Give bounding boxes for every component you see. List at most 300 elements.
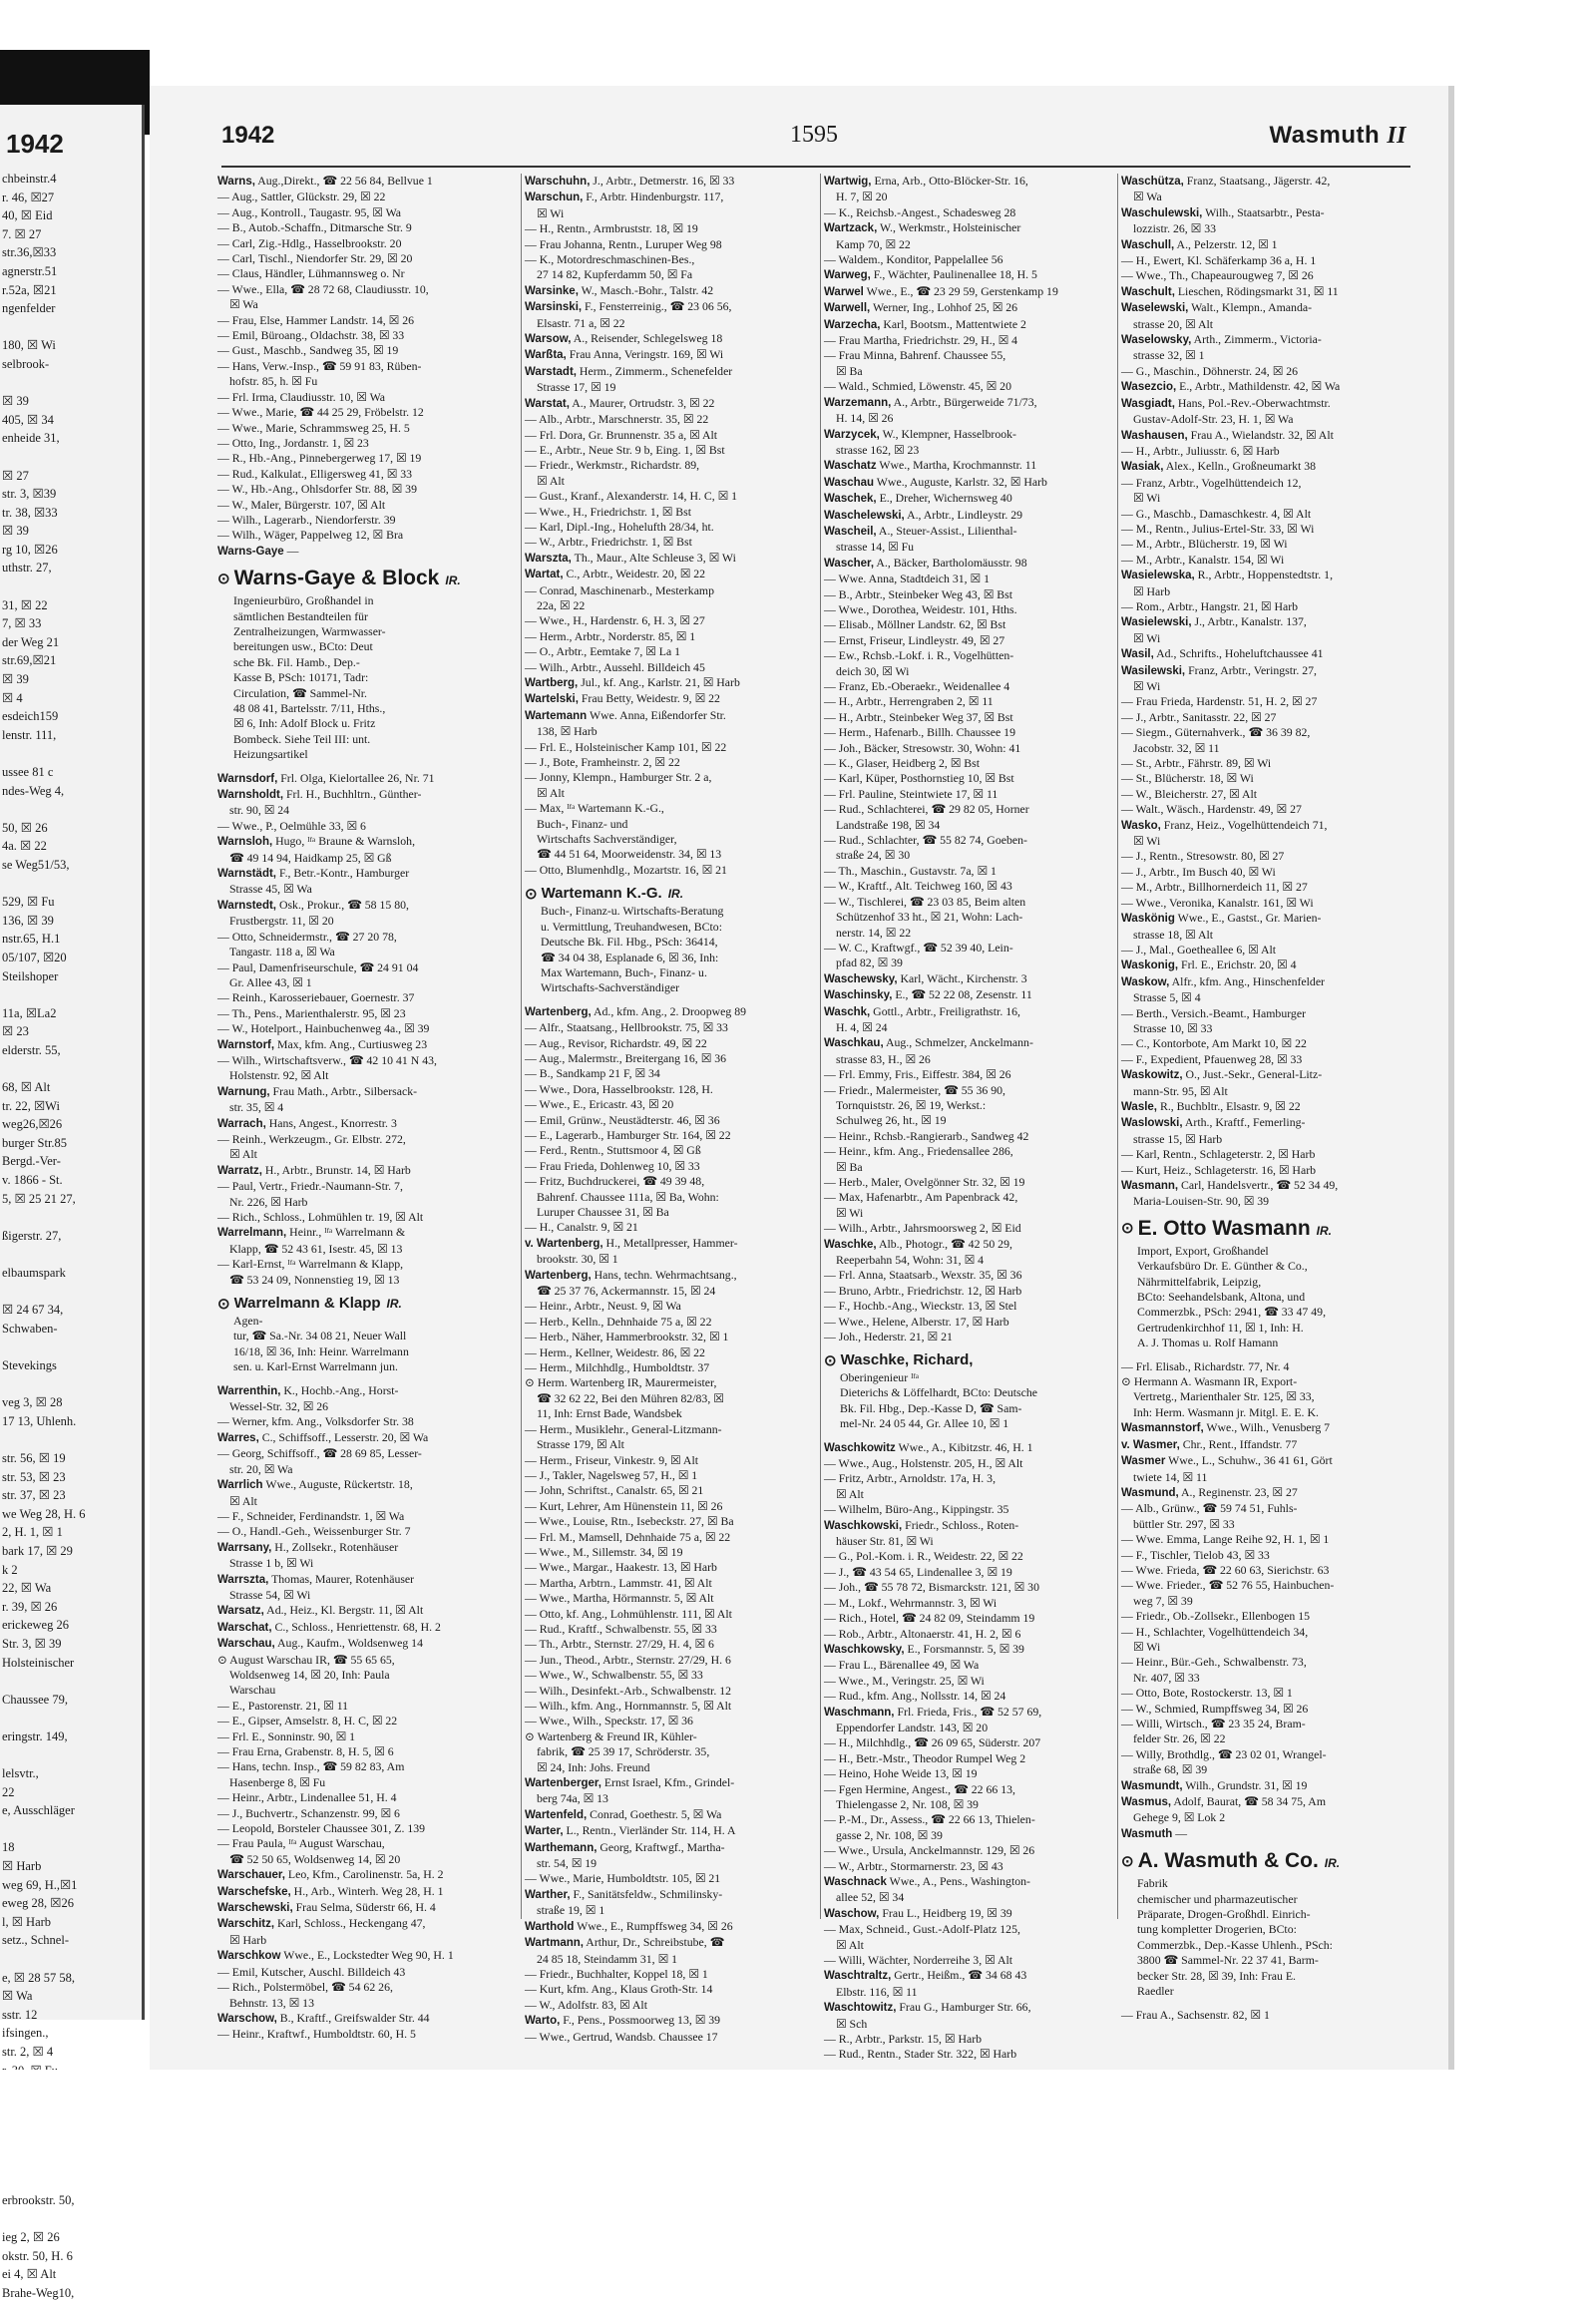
entry-surname: Wasiak, bbox=[1121, 461, 1164, 474]
entry-details: — J., Mal., Goetheallee 6, ☒ Alt bbox=[1121, 942, 1277, 957]
entry-details: — E., Lagerarb., Hamburger Str. 164, ☒ 22 bbox=[525, 1127, 731, 1142]
entry-details: — Joh., ☎ 55 78 72, Bismarckstr. 121, ☒ 30 bbox=[824, 1580, 1039, 1595]
directory-entry bbox=[217, 205, 509, 220]
firm-description-line: Commerzbk., Dep.-Kasse Uhlenh., PSch: bbox=[1137, 1937, 1333, 1952]
entry-details: — Jun., Theod., Arbtr., Sternstr. 27/29, H. 6 bbox=[525, 1652, 731, 1667]
directory-entry bbox=[1121, 974, 1412, 990]
entry-continuation bbox=[525, 1190, 816, 1205]
entry-continuation bbox=[217, 945, 509, 959]
directory-entry bbox=[525, 458, 816, 473]
entry-surname: Waschinsky, bbox=[824, 989, 893, 1002]
entry-details: — Wilh., Arbtr., Aussehl. Billdeich 45 bbox=[525, 659, 705, 674]
directory-entry bbox=[824, 1175, 1115, 1190]
directory-entry bbox=[217, 528, 509, 543]
entry-details: fabrik, ☎ 25 39 17, Schröderstr. 35, bbox=[537, 1744, 710, 1759]
entry-surname: Waslowski, bbox=[1121, 1117, 1183, 1130]
entry-details: — Th., Maschin., Gustavstr. 7a, ☒ 1 bbox=[824, 863, 997, 878]
entry-surname: Warthold bbox=[525, 1920, 575, 1933]
entry-details: — St., Blücherstr. 18, ☒ Wi bbox=[1121, 771, 1254, 786]
directory-entry bbox=[824, 895, 1115, 910]
entry-details: Osk., Prokur., ☎ 58 15 80, bbox=[276, 897, 409, 912]
entry-continuation bbox=[824, 1206, 1115, 1221]
entry-details: Gr. Allee 43, ☒ 1 bbox=[229, 974, 312, 989]
directory-entry bbox=[217, 343, 509, 358]
previous-page-line bbox=[0, 1950, 142, 1969]
entry-details: A., Reginenstr. 23, ☒ 27 bbox=[1178, 1484, 1298, 1499]
entry-continuation bbox=[217, 1147, 509, 1162]
entry-details: — K., Glaser, Heidberg 2, ☒ Bst bbox=[824, 756, 981, 771]
entry-details: — Alb., Arbtr., Marschnerstr. 35, ☒ 22 bbox=[525, 412, 709, 427]
directory-entry bbox=[824, 1953, 1115, 1968]
directory-entry bbox=[824, 205, 1115, 220]
entry-surname: Waschkowitz bbox=[824, 1441, 896, 1454]
directory-entry bbox=[217, 898, 509, 914]
entry-continuation bbox=[217, 1462, 509, 1477]
entry-details: — Friedr., Malermeister, ☎ 55 36 90, bbox=[824, 1082, 1005, 1097]
entry-surname: Warsatz, bbox=[217, 1605, 264, 1618]
entry-details: — K., Motordreschmaschinen-Bes., bbox=[525, 252, 695, 267]
entry-details: str. 20, ☒ Wa bbox=[229, 1461, 293, 1476]
previous-page-line: enheide 31, bbox=[2, 431, 60, 446]
directory-entry bbox=[217, 1037, 509, 1053]
entry-surname: Waschow, bbox=[824, 1907, 880, 1920]
entry-details: ☒ Ba bbox=[836, 1159, 863, 1174]
entry-continuation bbox=[217, 1556, 509, 1571]
column-1 bbox=[217, 174, 509, 2049]
firm-description-line: u. Vermittlung, Treuhandwesen, BCto: bbox=[541, 919, 722, 934]
entry-details: — Wwe., Helene, Alberstr. 17, ☒ Harb bbox=[824, 1314, 1009, 1329]
directory-entry bbox=[824, 602, 1115, 617]
directory-entry bbox=[1121, 459, 1412, 475]
firm-description-line: Bombeck. Siehe Teil III: unt. bbox=[233, 731, 371, 746]
entry-details: — John, Schriftst., Canalstr. 65, ☒ 21 bbox=[525, 1483, 704, 1498]
directory-entry bbox=[525, 863, 816, 878]
directory-entry bbox=[525, 1315, 816, 1330]
previous-page-line: ☒ 4 bbox=[2, 690, 23, 705]
entry-continuation bbox=[1121, 1405, 1412, 1420]
directory-entry bbox=[525, 755, 816, 770]
entry-details: Maria-Louisen-Str. 90, ☒ 39 bbox=[1133, 1194, 1270, 1209]
entry-surname: Warschau, bbox=[217, 1638, 275, 1651]
previous-page-line: erickeweg 26 bbox=[2, 1618, 69, 1633]
entry-details: — Wwe. Frieda, ☎ 22 60 63, Sierichstr. 63 bbox=[1121, 1562, 1330, 1577]
previous-page-line: 31, ☒ 22 bbox=[2, 597, 48, 612]
entry-continuation bbox=[525, 847, 816, 862]
entry-continuation bbox=[1121, 348, 1412, 363]
entry-continuation bbox=[824, 237, 1115, 252]
directory-entry bbox=[525, 237, 816, 252]
directory-entry bbox=[824, 267, 1115, 283]
entry-details: E., Arbtr., Mathildenstr. 42, ☒ Wa bbox=[1176, 379, 1341, 394]
entry-continuation bbox=[1121, 679, 1412, 694]
directory-entry bbox=[1121, 1163, 1412, 1178]
directory-entry bbox=[824, 1596, 1115, 1611]
entry-details: — Herm., Musiklehr., General-Litzmann- bbox=[525, 1421, 722, 1436]
previous-page-line: ☒ Harb bbox=[2, 1859, 42, 1874]
previous-page-line: ☒ 39 bbox=[2, 672, 29, 687]
directory-entry bbox=[1121, 237, 1412, 253]
previous-page-line: selbrook- bbox=[2, 356, 50, 371]
entry-details: — P.-M., Dr., Assess., ☎ 22 66 13, Thielen- bbox=[824, 1812, 1035, 1827]
directory-entry bbox=[824, 333, 1115, 348]
entry-details: W., Klempner, Hasselbrook- bbox=[879, 426, 1016, 441]
entry-continuation bbox=[1121, 1762, 1412, 1777]
entry-surname: Warnstorf, bbox=[217, 1038, 275, 1051]
entry-continuation bbox=[824, 818, 1115, 833]
entry-continuation bbox=[217, 1195, 509, 1210]
directory-entry bbox=[217, 819, 509, 834]
entry-surname: Wartmann, bbox=[525, 1937, 584, 1950]
directory-entry bbox=[217, 1916, 509, 1932]
entry-details: — Gust., Kranf., Alexanderstr. 14, H. C, ☒ 1 bbox=[525, 489, 738, 504]
entry-continuation bbox=[1121, 1810, 1412, 1825]
entry-details: ☒ 24, Inh: Johs. Freund bbox=[537, 1759, 650, 1774]
directory-entry bbox=[525, 535, 816, 550]
entry-continuation bbox=[824, 1938, 1115, 1953]
directory-entry bbox=[1121, 1548, 1412, 1563]
entry-surname: Wasilewski, bbox=[1121, 664, 1186, 677]
entry-details: Frau Selma, Süderstr 66, H. 4 bbox=[292, 1900, 436, 1915]
entry-details: — E., Pastorenstr. 21, ☒ 11 bbox=[217, 1698, 349, 1713]
directory-entry bbox=[525, 1453, 816, 1468]
entry-surname: Wartemann bbox=[525, 709, 588, 722]
entry-continuation bbox=[217, 1100, 509, 1115]
entry-details: — F., Hochb.-Ang., Wieckstr. 13, ☒ Stel bbox=[824, 1299, 1017, 1314]
previous-page-line: str.69,☒21 bbox=[2, 653, 57, 668]
directory-entry bbox=[525, 1082, 816, 1097]
entry-details: — Wilh., Wäger, Pappelweg 12, ☒ Bra bbox=[217, 528, 404, 543]
previous-page-line: 529, ☒ Fu bbox=[2, 895, 55, 910]
entry-details: — Martha, Arbtrn., Lammstr. 41, ☒ Alt bbox=[525, 1575, 712, 1590]
entry-continuation bbox=[217, 1068, 509, 1083]
entry-surname: Wasmannstorf, bbox=[1121, 1422, 1204, 1435]
previous-page-line: uthstr. 27, bbox=[2, 561, 52, 576]
entry-surname: Wartelski, bbox=[525, 693, 579, 706]
entry-surname: Warrszta, bbox=[217, 1573, 269, 1586]
page-header bbox=[221, 122, 1406, 158]
entry-details: Strasse 45, ☒ Wa bbox=[229, 882, 312, 897]
entry-details: — H., Canalstr. 9, ☒ 21 bbox=[525, 1220, 638, 1235]
entry-details: — K., Reichsb.-Angest., Schadesweg 28 bbox=[824, 204, 1016, 219]
entry-details: ☎ 53 24 09, Nonnenstieg 19, ☒ 13 bbox=[229, 1272, 400, 1287]
directory-entry bbox=[824, 725, 1115, 740]
entry-details: Wilh., Grundstr. 31, ☒ 19 bbox=[1182, 1777, 1308, 1792]
directory-entry bbox=[525, 1268, 816, 1284]
previous-page-line: erbrookstr. 50, bbox=[2, 2192, 75, 2207]
previous-page-line: 22, ☒ Wa bbox=[2, 1581, 52, 1596]
entry-surname: Warnstedt, bbox=[217, 899, 276, 912]
entry-details: — St., Arbtr., Fährstr. 89, ☒ Wi bbox=[1121, 756, 1272, 771]
previous-page-line: we Weg 28, H. 6 bbox=[2, 1506, 86, 1521]
entry-details: — Friedr., Buchhalter, Koppel 18, ☒ 1 bbox=[525, 1966, 708, 1981]
entry-details: — Frau Erna, Grabenstr. 8, H. 5, ☒ 6 bbox=[217, 1744, 394, 1758]
entry-continuation bbox=[525, 206, 816, 221]
entry-details: — Wilhelm, Büro-Ang., Kippingstr. 35 bbox=[824, 1502, 1009, 1517]
directory-entry bbox=[824, 1456, 1115, 1471]
previous-page-line: v. 1866 - St. bbox=[2, 1173, 63, 1188]
directory-entry bbox=[217, 1948, 509, 1964]
entry-details: — Wwe., H., Friedrichstr. 1, ☒ Bst bbox=[525, 504, 691, 519]
directory-entry bbox=[1121, 1006, 1412, 1021]
directory-entry bbox=[824, 572, 1115, 586]
entry-details: Wwe., Martha, Krochmannstr. 11 bbox=[876, 458, 1037, 473]
entry-surname: Warschat, bbox=[217, 1621, 272, 1634]
entry-continuation bbox=[525, 474, 816, 489]
directory-entry bbox=[1121, 599, 1412, 614]
directory-entry bbox=[824, 220, 1115, 236]
entry-details: Nr. 407, ☒ 33 bbox=[1133, 1670, 1200, 1685]
directory-entry bbox=[525, 1097, 816, 1112]
entry-details: gasse 2, Nr. 108, ☒ 39 bbox=[836, 1827, 943, 1842]
previous-page-line: str. 37, ☒ 23 bbox=[2, 1488, 66, 1503]
firm-advertisement bbox=[217, 1294, 509, 1375]
entry-details: — H., Ewert, Kl. Schäferkamp 36 a, H. 1 bbox=[1121, 253, 1317, 268]
entry-surname: Wartzack, bbox=[824, 222, 878, 235]
entry-details: — Emil, Kutscher, Auschl. Billdeich 43 bbox=[217, 1964, 406, 1979]
entry-surname: Wasmuth bbox=[1121, 1827, 1173, 1840]
directory-entry bbox=[217, 930, 509, 945]
entry-surname: Warschkow bbox=[217, 1950, 281, 1963]
entry-continuation bbox=[1121, 412, 1412, 427]
entry-details: — Karl, Rentn., Schlageterstr. 2, ☒ Harb bbox=[1121, 1147, 1316, 1162]
entry-surname: Warnsdorf, bbox=[217, 772, 278, 785]
entry-details: Wwe., Auguste, Rückertstr. 18, bbox=[262, 1477, 413, 1492]
entry-details: — Fritz, Arbtr., Arnoldstr. 17a, H. 3, bbox=[824, 1471, 997, 1486]
entry-surname: Waschulewski, bbox=[1121, 206, 1203, 219]
previous-page-edge bbox=[0, 105, 145, 2300]
previous-page-line: elderstr. 55, bbox=[2, 1042, 61, 1057]
directory-entry bbox=[824, 741, 1115, 756]
entry-details: — Hans, techn. Insp., ☎ 59 82 83, Am bbox=[217, 1759, 405, 1774]
entry-details: Frl. Frieda, Fris., ☎ 52 57 69, bbox=[894, 1704, 1042, 1719]
entry-details: R., Buchbltr., Elsastr. 9, ☒ 22 bbox=[1157, 1098, 1301, 1113]
directory-entry bbox=[824, 2032, 1115, 2047]
directory-entry bbox=[525, 567, 816, 582]
entry-continuation bbox=[525, 1205, 816, 1220]
directory-entry bbox=[1121, 537, 1412, 552]
directory-entry bbox=[525, 1919, 816, 1935]
entry-details: A., Arbtr., Lindleystr. 29 bbox=[904, 507, 1023, 522]
entry-surname: Wasmund, bbox=[1121, 1486, 1179, 1499]
entry-details: — Herm., Arbtr., Norderstr. 85, ☒ 1 bbox=[525, 628, 696, 643]
directory-entry bbox=[824, 864, 1115, 879]
entry-surname: Waschek, bbox=[824, 493, 877, 506]
entry-continuation bbox=[1121, 491, 1412, 506]
directory-entry bbox=[824, 1549, 1115, 1564]
entry-continuation bbox=[217, 1668, 509, 1683]
entry-details: — Th., Arbtr., Sternstr. 27/29, H. 4, ☒ 6 bbox=[525, 1637, 714, 1652]
previous-page-line: eringstr. 149, bbox=[2, 1728, 68, 1743]
firm-description-line: Heizungsartikel bbox=[233, 747, 308, 762]
directory-entry bbox=[1121, 1178, 1412, 1194]
entry-details: ☒ Harb bbox=[1133, 583, 1171, 598]
directory-entry bbox=[824, 1751, 1115, 1766]
directory-entry bbox=[217, 174, 509, 190]
entry-details: — Max, Hafenarbtr., Am Papenbrack 42, bbox=[824, 1190, 1018, 1205]
directory-entry bbox=[1121, 332, 1412, 348]
entry-surname: Warter, bbox=[525, 1825, 564, 1838]
directory-entry bbox=[217, 1006, 509, 1021]
directory-entry bbox=[525, 1514, 816, 1529]
directory-entry bbox=[217, 1540, 509, 1556]
entry-surname: Waschkau, bbox=[824, 1037, 884, 1050]
entry-details: — G., Maschin., Döhnerstr. 24, ☒ 26 bbox=[1121, 363, 1299, 378]
entry-details: — Aug., Kontroll., Taugastr. 95, ☒ Wa bbox=[217, 204, 401, 219]
entry-details: F., Fensterreinig., ☎ 23 06 56, bbox=[582, 299, 732, 314]
directory-entry bbox=[824, 2000, 1115, 2016]
entry-details: — Wwe., M., Sillemstr. 34, ☒ 19 bbox=[525, 1544, 683, 1559]
directory-entry bbox=[217, 1790, 509, 1805]
entry-details: — Wwe., Martha, Hörmannstr. 5, ☒ Alt bbox=[525, 1591, 714, 1606]
entry-details: — Max, Schneid., Gust.-Adolf-Platz 125, bbox=[824, 1922, 1020, 1937]
directory-entry bbox=[217, 1759, 509, 1774]
directory-entry bbox=[217, 1729, 509, 1744]
firm-description-line: Dieterichs & Löffelhardt, BCto: Deutsche bbox=[840, 1385, 1037, 1400]
entry-details: — Wwe., Marie, Humboldtstr. 105, ☒ 21 bbox=[525, 1871, 721, 1886]
directory-entry bbox=[824, 1330, 1115, 1344]
entry-details: — C., Kontorbote, Am Markt 10, ☒ 22 bbox=[1121, 1036, 1307, 1051]
entry-details: berg 74a, ☒ 13 bbox=[537, 1791, 608, 1806]
entry-details: — Kurt, kfm. Ang., Klaus Groth-Str. 14 bbox=[525, 1982, 713, 1997]
entry-surname: Warßta, bbox=[525, 349, 567, 362]
directory-entry bbox=[1121, 849, 1412, 864]
entry-continuation bbox=[824, 910, 1115, 925]
entry-details: — H., Rentn., Armbruststr. 18, ☒ 19 bbox=[525, 221, 698, 236]
entry-details: — Rom., Arbtr., Hangstr. 21, ☒ Harb bbox=[1121, 598, 1299, 613]
entry-details: Frl. Olga, Kielortallee 26, Nr. 71 bbox=[277, 770, 435, 785]
entry-details: ☒ Wi bbox=[1133, 679, 1161, 693]
directory-entry bbox=[525, 221, 816, 236]
entry-details: — Joh., Bäcker, Stresowstr. 30, Wohn: 41 bbox=[824, 740, 1021, 755]
entry-surname: Wasmundt, bbox=[1121, 1779, 1183, 1792]
entry-details: — H., Betr.-Mstr., Theodor Rumpel Weg 2 bbox=[824, 1750, 1026, 1765]
directory-entry bbox=[824, 1735, 1115, 1750]
entry-continuation bbox=[824, 1721, 1115, 1735]
directory-entry bbox=[525, 629, 816, 644]
entry-details: — E., Arbtr., Neue Str. 9 b, Eing. 1, ☒ Bst bbox=[525, 442, 725, 457]
entry-continuation bbox=[1121, 741, 1412, 756]
entry-details: — Paul, Vertr., Friedr.-Naumann-Str. 7, bbox=[217, 1179, 403, 1194]
entry-continuation bbox=[525, 380, 816, 395]
entry-surname: Warschewski, bbox=[217, 1902, 293, 1915]
directory-entry bbox=[824, 1004, 1115, 1020]
entry-details: Gustav-Adolf-Str. 23, H. 1, ☒ Wa bbox=[1133, 412, 1294, 427]
entry-surname: Waskow, bbox=[1121, 975, 1170, 988]
entry-details: L., Rentn., Vierländer Str. 114, H. A bbox=[563, 1823, 736, 1838]
directory-entry bbox=[217, 866, 509, 882]
directory-entry bbox=[1121, 1115, 1412, 1131]
entry-details: A., Reisender, Schlegelsweg 18 bbox=[571, 331, 723, 346]
entry-details: Conrad, Goethestr. 5, ☒ Wa bbox=[587, 1806, 722, 1821]
firm-description-line: Max Wartemann, Buch-, Finanz- u. bbox=[541, 964, 707, 979]
entry-continuation bbox=[824, 1487, 1115, 1502]
entry-details: Eppendorfer Landstr. 143, ☒ 20 bbox=[836, 1720, 989, 1734]
entry-continuation bbox=[525, 598, 816, 613]
entry-details: A., Steuer-Assist., Lilienthal- bbox=[876, 523, 1017, 538]
entry-details: — Rud., Schlachter, ☎ 55 82 74, Goeben- bbox=[824, 833, 1027, 848]
entry-continuation bbox=[824, 1160, 1115, 1175]
entry-details: 27 14 82, Kupferdamm 50, ☒ Fa bbox=[537, 267, 693, 282]
entry-surname: Warschun, bbox=[525, 192, 584, 204]
entry-details: strasse 20, ☒ Alt bbox=[1133, 316, 1214, 331]
entry-details: — E., Gipser, Amselstr. 8, H. C, ☒ 22 bbox=[217, 1714, 398, 1728]
entry-details: — W. C., Kraftwgf., ☎ 52 39 40, Lein- bbox=[824, 940, 1013, 955]
directory-entry bbox=[824, 1268, 1115, 1283]
entry-details: — Frl. E., Holsteinischer Kamp 101, ☒ 22 bbox=[525, 739, 727, 754]
directory-entry bbox=[217, 1636, 509, 1652]
entry-details: — Wwe., W., Schwalbenstr. 55, ☒ 33 bbox=[525, 1668, 703, 1683]
directory-entry bbox=[217, 1603, 509, 1619]
directory-entry bbox=[1121, 268, 1412, 283]
entry-continuation bbox=[824, 364, 1115, 379]
entry-details: 22a, ☒ 22 bbox=[537, 597, 586, 612]
directory-entry bbox=[824, 1766, 1115, 1781]
directory-entry bbox=[525, 691, 816, 707]
entry-details: ☎ 25 37 76, Ackermannstr. 15, ☒ 24 bbox=[537, 1284, 716, 1299]
entry-surname: Waschatz bbox=[824, 460, 877, 473]
firm-name: Warrelmann & Klapp bbox=[233, 1295, 381, 1313]
entry-details: H. 4, ☒ 24 bbox=[836, 1019, 888, 1034]
entry-surname: Warnsloh, bbox=[217, 836, 273, 849]
entry-surname: Waschke, bbox=[824, 1238, 877, 1251]
entry-details: — Elisab., Möllner Landstr. 62, ☒ Bst bbox=[824, 617, 1006, 632]
entry-details: strasse 15, ☒ Harb bbox=[1133, 1131, 1223, 1146]
directory-entry bbox=[1121, 911, 1412, 927]
directory-entry bbox=[1121, 802, 1412, 817]
directory-entry bbox=[1121, 205, 1412, 221]
entry-continuation bbox=[824, 926, 1115, 941]
entry-details: — Wilh., Desinfekt.-Arb., Schwalbenstr. 12 bbox=[525, 1683, 732, 1698]
entry-details: — B., Sandkamp 21 F, ☒ 34 bbox=[525, 1066, 660, 1081]
entry-surname: Waschau bbox=[824, 476, 875, 489]
directory-entry bbox=[217, 1653, 509, 1668]
entry-continuation bbox=[525, 1952, 816, 1967]
entry-details: ☒ Sch bbox=[836, 2016, 868, 2031]
entry-details: Alb., Photogr., ☎ 42 50 29, bbox=[876, 1236, 1012, 1251]
directory-entry bbox=[217, 513, 509, 528]
entry-continuation bbox=[217, 1683, 509, 1698]
entry-details: straße 68, ☒ 39 bbox=[1133, 1762, 1208, 1777]
directory-entry bbox=[824, 987, 1115, 1003]
entry-details: Wwe., A., Pens., Washington- bbox=[886, 1874, 1030, 1888]
firm-title bbox=[1121, 1848, 1412, 1876]
previous-page-line: r.52a, ☒21 bbox=[2, 282, 57, 297]
entry-details: — Emil, Büroang., Oldachstr. 38, ☒ 33 bbox=[217, 328, 405, 343]
entry-continuation bbox=[1121, 1132, 1412, 1147]
previous-page-line: burger Str.85 bbox=[2, 1135, 68, 1150]
entry-surname: Warweg, bbox=[824, 269, 871, 282]
entry-details: Frau Anna, Veringstr. 169, ☒ Wi bbox=[566, 347, 724, 362]
directory-entry bbox=[824, 317, 1115, 333]
entry-details: — Frau L., Bärenallee 49, ☒ Wa bbox=[824, 1658, 980, 1673]
entry-details: F., Arbtr. Hindenburgstr. 117, bbox=[583, 190, 724, 204]
entry-surname: Waschmann, bbox=[824, 1706, 895, 1719]
entry-details: ☒ Wi bbox=[537, 205, 565, 220]
entry-surname: Warschow, bbox=[217, 2012, 277, 2025]
directory-entry bbox=[1121, 1453, 1412, 1469]
entry-details: strasse 32, ☒ 1 bbox=[1133, 348, 1205, 363]
directory-entry bbox=[217, 282, 509, 297]
firm-title bbox=[525, 884, 816, 904]
entry-details: Wwe., E., Gastst., Gr. Marien- bbox=[1174, 911, 1322, 926]
entry-details: Franz, Heiz., Vogelhüttendeich 71, bbox=[1160, 817, 1328, 832]
entry-surname: Warszta, bbox=[525, 552, 572, 565]
entry-details: — Paul, Damenfriseurschule, ☎ 24 91 04 bbox=[217, 959, 419, 974]
entry-details: lozzistr. 26, ☒ 33 bbox=[1133, 221, 1216, 236]
entry-details: — R., Hb.-Ang., Pinnebergerweg 17, ☒ 19 bbox=[217, 451, 422, 466]
firm-register-mark: IR. bbox=[1316, 1223, 1332, 1238]
entry-details: — Jonny, Klempn., Hamburger Str. 2 a, bbox=[525, 770, 712, 785]
